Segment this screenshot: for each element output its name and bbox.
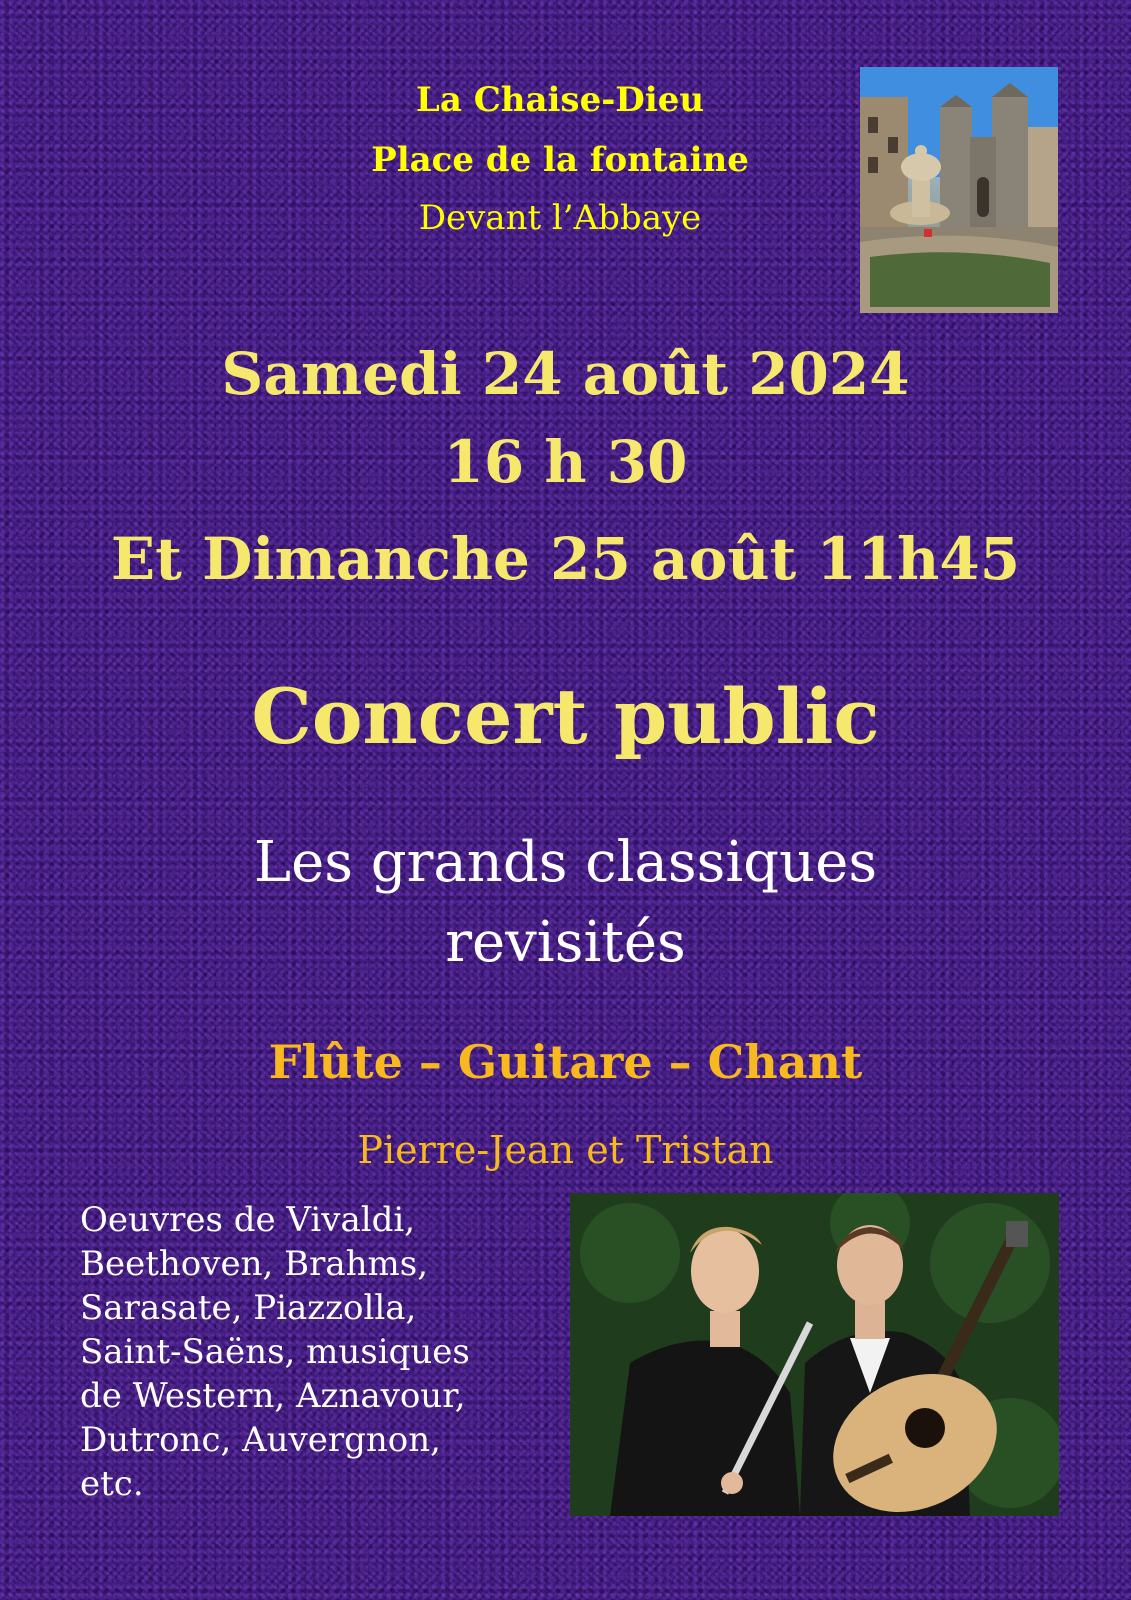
date-saturday: Samedi 24 août 2024 [221,340,910,408]
abbey-fountain-photo [860,67,1058,313]
date-sunday: Et Dimanche 25 août 11h45 [110,525,1021,593]
location-place: Place de la fontaine [371,140,749,180]
location-detail: Devant l’Abbaye [418,198,702,238]
works-line: Saint-Saëns, musiques [80,1332,470,1372]
works-list [80,1198,560,1506]
works-line: Oeuvres de Vivaldi, [80,1200,416,1240]
subtitle-line-1: Les grands classiques [253,830,878,895]
instruments: Flûte – Guitare – Chant [268,1035,863,1089]
works-line: de Western, Aznavour, [80,1376,466,1416]
works-line: Sarasate, Piazzolla, [80,1288,417,1328]
abbey-fountain-illustration [860,67,1058,313]
works-line: Beethoven, Brahms, [80,1244,429,1284]
subtitle-line-2: revisités [445,910,686,975]
musicians-illustration [570,1193,1059,1516]
musicians-photo [570,1193,1059,1516]
location-town: La Chaise-Dieu [415,80,705,120]
works-line: Dutronc, Auvergnon, [80,1420,441,1460]
time-saturday: 16 h 30 [443,428,688,496]
performers: Pierre-Jean et Tristan [357,1128,774,1172]
concert-title: Concert public [251,672,880,761]
works-line: etc. [80,1464,144,1504]
